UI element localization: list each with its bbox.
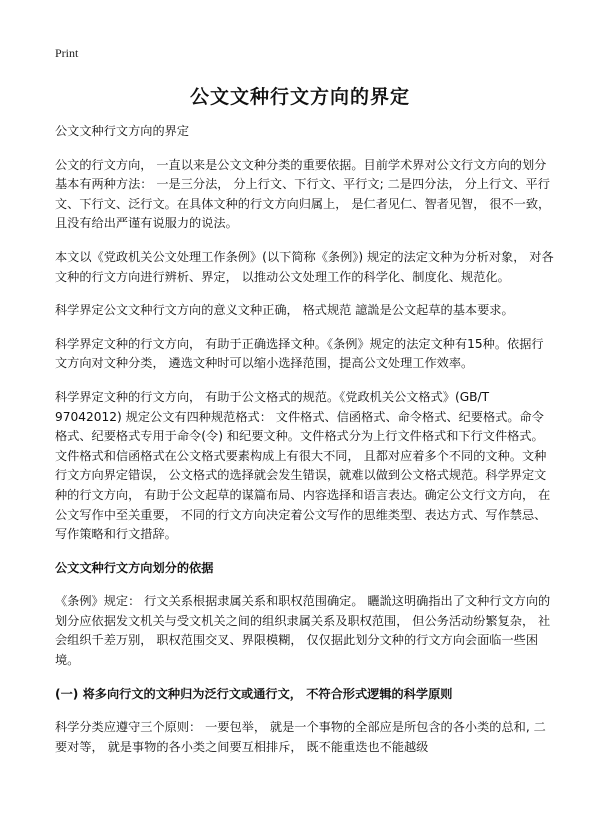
paragraph-significance: 科学界定公文文种行文方向的意义文种正确， 格式规范 譩詤是公文起草的基本要求。 <box>55 303 514 318</box>
subtitle: 公文文种行文方向的界定 <box>55 124 190 138</box>
paragraph-choose-type: 科学界定文种的行文方向， 有助于正确选择文种。《条例》规定的法定文种有15种。依据行文方向对文种分类， 遴选文种时可以缩小选择范围，提高公文处理工作效率。 <box>55 336 544 371</box>
section-heading-basis: 公文文种行文方向划分的依据 <box>55 560 214 575</box>
paragraph-classification: 科学分类应遵守三个原则： 一要包举， 就是一个事物的全部应是所包含的各小类的总和, 二要对等， 就是事物的各小类之间要互相排斥， 既不能重迭也不能越级 <box>55 720 546 754</box>
paragraph-scope: 本文以《党政机关公文处理工作条例》(以下简称《条例》) 规定的法定文种为分析对象， 对各文种的行文方向进行辨析、界定， 以推动公文处理工作的科学化、制度化、规范化。 <box>55 249 554 284</box>
paragraph-format: 科学界定文种的行文方向， 有助于公文格式的规范。《党政机关公文格式》(GB/T 97042012) 规定公文有四种规范格式： 文件格式、信函格式、命令格式、纪要格式。命令格式、纪要格式专用于命令(令) 和纪要文种。文件格式分为上行文件格式和下行文件格式。文件格式和信函格式在公文格式要素构成上有很大不同， 且都对应着多个不同的文种。文种行文方向界定错误， 公文格式的选择就会发生错误，就难以做到公文格式规范。科学界定文种的行文方向， 有助于公文起草的谋篇布局、内容选择和语言表达。确定公文行文方向， 在公文写作中至关重要， 不同的行文方向决定着公文写作的思维类型、表达方式、写作禁忌、写作策略和行文措辞。 <box>55 389 551 542</box>
document-body <box>55 122 555 765</box>
paragraph-intro: 公文的行文方向， 一直以来是公文文种分类的重要依据。目前学术界对公文行文方向的划分基本有两种方法： 一是三分法， 分上行文、下行文、平行文; 二是四分法， 分上行文、平行文、下行文、泛行文。在具体文种的行文方向归属上， 是仁者见仁、智者见智， 很不一致， 且没有给出严谨有说服力的说法。 <box>55 157 551 231</box>
paragraph-regulation: 《条例》规定： 行文关系根据隶属关系和职权范围确定。 矖詤这明确指出了文种行文方向的划分应依据发文机关与受文机关之间的组织隶属关系及职权范围， 但公务活动纷繁复杂， 社会组织千差万别， 职权范围交叉、界限模糊， 仅仅据此划分文种的行文方向会面临一些困境。 <box>55 594 551 668</box>
section-heading-1: (一) 将多向行文的文种归为泛行文或通行文， 不符合形式逻辑的科学原则 <box>55 686 453 701</box>
page-title: 公文文种行文方向的界定 <box>189 86 410 108</box>
print-label[interactable]: Print <box>55 46 79 60</box>
